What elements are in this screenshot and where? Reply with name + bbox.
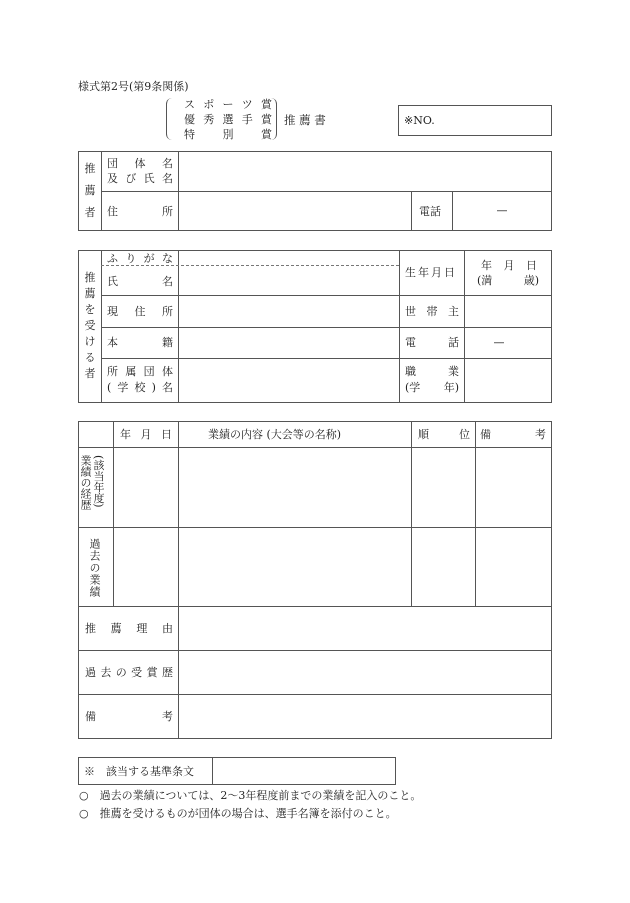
recipient-phone-input[interactable] xyxy=(465,328,533,357)
past-content-input[interactable] xyxy=(179,528,410,605)
past-remarks-input[interactable] xyxy=(476,528,551,605)
org-name-input[interactable] xyxy=(179,152,551,190)
current-year-sublabel: (該当年度) xyxy=(92,455,105,508)
birthdate-label: 生年月日 xyxy=(405,266,457,279)
note-1: ○ 過去の業績については、2〜3年程度前までの業績を記入のこと。 xyxy=(79,789,422,802)
current-remarks-input[interactable] xyxy=(476,448,551,526)
char: 所 xyxy=(162,205,173,218)
char: 体 xyxy=(134,157,146,170)
char: 秀 xyxy=(203,113,215,126)
char: 電 xyxy=(405,336,416,349)
char: ポ xyxy=(203,98,215,111)
char: 業 xyxy=(448,365,459,378)
past-awards-label xyxy=(85,666,173,679)
number-box-label: ※NO. xyxy=(404,114,435,127)
char: 順 xyxy=(418,428,429,441)
char: 話 xyxy=(448,336,459,349)
char: 氏 xyxy=(143,172,155,185)
char: (学 xyxy=(405,381,421,394)
char: 名 xyxy=(161,172,173,185)
char: 賞 xyxy=(261,98,272,111)
char: 年 xyxy=(120,428,131,441)
occupation-label-line2 xyxy=(405,381,459,394)
char: 団 xyxy=(107,157,118,170)
char: 年) xyxy=(443,381,459,394)
char: 位 xyxy=(459,428,470,441)
document-title: 推 薦 書 xyxy=(284,113,326,127)
char: 体 xyxy=(161,365,173,378)
domicile-label xyxy=(107,336,173,349)
current-content-input[interactable] xyxy=(179,448,410,526)
past-achievements-label: 過去の業績 xyxy=(88,538,101,598)
org-name-label-line1 xyxy=(107,157,173,170)
char: 備 xyxy=(85,710,96,723)
char: び xyxy=(125,172,137,185)
char: 団 xyxy=(143,365,155,378)
char: 賞 xyxy=(146,666,158,679)
char: 別 xyxy=(222,128,234,141)
remarks-input[interactable] xyxy=(179,695,551,738)
char: 歳) xyxy=(523,274,539,287)
recommender-phone-input[interactable] xyxy=(453,192,551,230)
recommender-section-label xyxy=(80,158,100,224)
char: 属 xyxy=(125,365,137,378)
name-label xyxy=(107,275,173,288)
criteria-label: ※ 該当する基準条文 xyxy=(84,765,194,778)
char: 賞 xyxy=(261,128,272,141)
recommender-address-label xyxy=(107,205,173,218)
char: 帯 xyxy=(426,305,438,318)
char: の xyxy=(115,666,127,679)
remarks-label xyxy=(85,710,173,723)
char: 本 xyxy=(107,336,118,349)
char: 考 xyxy=(535,428,546,441)
char: ( xyxy=(107,381,112,394)
divider xyxy=(411,191,412,231)
char: 名 xyxy=(161,381,173,394)
phone-dash: — xyxy=(496,204,508,217)
past-date-input[interactable] xyxy=(114,528,177,605)
char: 所 xyxy=(107,365,118,378)
char: 日 xyxy=(526,259,537,272)
char: 由 xyxy=(161,622,173,635)
char: 主 xyxy=(448,305,459,318)
char: 職 xyxy=(405,365,416,378)
char: ス xyxy=(184,98,195,111)
note-2: ○ 推薦を受けるものが団体の場合は、選手名簿を添付のこと。 xyxy=(79,807,397,820)
householder-label xyxy=(405,305,459,318)
reason-input[interactable] xyxy=(179,607,551,649)
char: 学 xyxy=(117,381,129,394)
occupation-label-line1 xyxy=(405,365,459,378)
char: 賞 xyxy=(261,113,272,126)
char: 籍 xyxy=(162,336,173,349)
current-rank-input[interactable] xyxy=(412,448,474,526)
char: 備 xyxy=(480,428,491,441)
char: ツ xyxy=(241,98,253,111)
affiliation-input[interactable] xyxy=(179,359,398,402)
recipient-phone-label xyxy=(405,336,459,349)
char: 過 xyxy=(85,666,96,679)
char: 理 xyxy=(136,622,148,635)
form-number: 様式第2号(第9条関係) xyxy=(78,80,189,93)
char: 薦 xyxy=(110,622,122,635)
char: 選 xyxy=(222,113,234,126)
award-excellent-athlete xyxy=(184,113,272,126)
number-box[interactable] xyxy=(398,105,552,136)
past-awards-input[interactable] xyxy=(179,651,551,693)
char: 歴 xyxy=(161,666,173,679)
char: ふ xyxy=(107,252,118,265)
char: 優 xyxy=(184,113,195,126)
domicile-input[interactable] xyxy=(179,328,398,357)
char: 推 xyxy=(85,622,96,635)
char: 所 xyxy=(162,305,173,318)
birthdate-input[interactable] xyxy=(465,251,551,294)
affiliation-label-line1 xyxy=(107,365,173,378)
header-remarks xyxy=(480,428,546,441)
birthdate-age xyxy=(477,274,539,287)
reason-label xyxy=(85,622,173,635)
header-rank xyxy=(418,428,470,441)
char: 去 xyxy=(100,666,112,679)
char: (満 xyxy=(477,274,493,287)
award-type-brace-group xyxy=(166,97,281,143)
birthdate-ymd xyxy=(481,259,537,272)
char: 世 xyxy=(405,305,416,318)
char: 名 xyxy=(162,275,173,288)
furigana-label xyxy=(107,252,173,265)
householder-input[interactable] xyxy=(465,296,551,326)
char: 名 xyxy=(162,157,173,170)
current-address-input[interactable] xyxy=(179,296,398,326)
org-name-label-line2 xyxy=(107,172,173,185)
current-achievements-label: 業績の経歴 xyxy=(79,455,92,510)
recipient-section-label xyxy=(80,270,100,382)
current-address-label xyxy=(107,305,173,318)
char: 日 xyxy=(161,428,172,441)
char: 受 xyxy=(131,666,143,679)
char: 住 xyxy=(107,205,118,218)
affiliation-label-line2 xyxy=(107,381,173,394)
char: 住 xyxy=(134,305,146,318)
phone-dash: — xyxy=(493,336,505,349)
recommender-address-input[interactable] xyxy=(179,192,410,230)
char: 手 xyxy=(241,113,253,126)
char: 特 xyxy=(184,128,195,141)
char: 及 xyxy=(107,172,118,185)
char: ) xyxy=(151,381,156,394)
left-brace xyxy=(166,98,173,140)
past-rank-input[interactable] xyxy=(412,528,474,605)
recommender-phone-label: 電話 xyxy=(419,205,441,218)
char: ー xyxy=(222,98,234,111)
header-content: 業績の内容 (大会等の名称) xyxy=(208,428,342,441)
award-special xyxy=(184,128,272,141)
name-input[interactable] xyxy=(179,266,398,294)
char: 氏 xyxy=(107,275,118,288)
header-date xyxy=(120,428,172,441)
char: 月 xyxy=(503,259,515,272)
char: な xyxy=(161,252,173,265)
current-date-input[interactable] xyxy=(114,448,177,526)
char: 現 xyxy=(107,305,118,318)
char: 校 xyxy=(134,381,146,394)
furigana-input[interactable] xyxy=(179,251,398,264)
award-sports xyxy=(184,98,272,111)
char: り xyxy=(125,252,137,265)
char: 年 xyxy=(481,259,492,272)
char: が xyxy=(143,252,155,265)
occupation-input[interactable] xyxy=(465,359,551,402)
recipient-section-text: 推薦を受ける者 xyxy=(84,271,96,380)
char: 考 xyxy=(162,710,173,723)
char: 月 xyxy=(140,428,152,441)
recommender-section-text: 推薦者 xyxy=(84,162,96,219)
criteria-input[interactable] xyxy=(213,758,395,784)
